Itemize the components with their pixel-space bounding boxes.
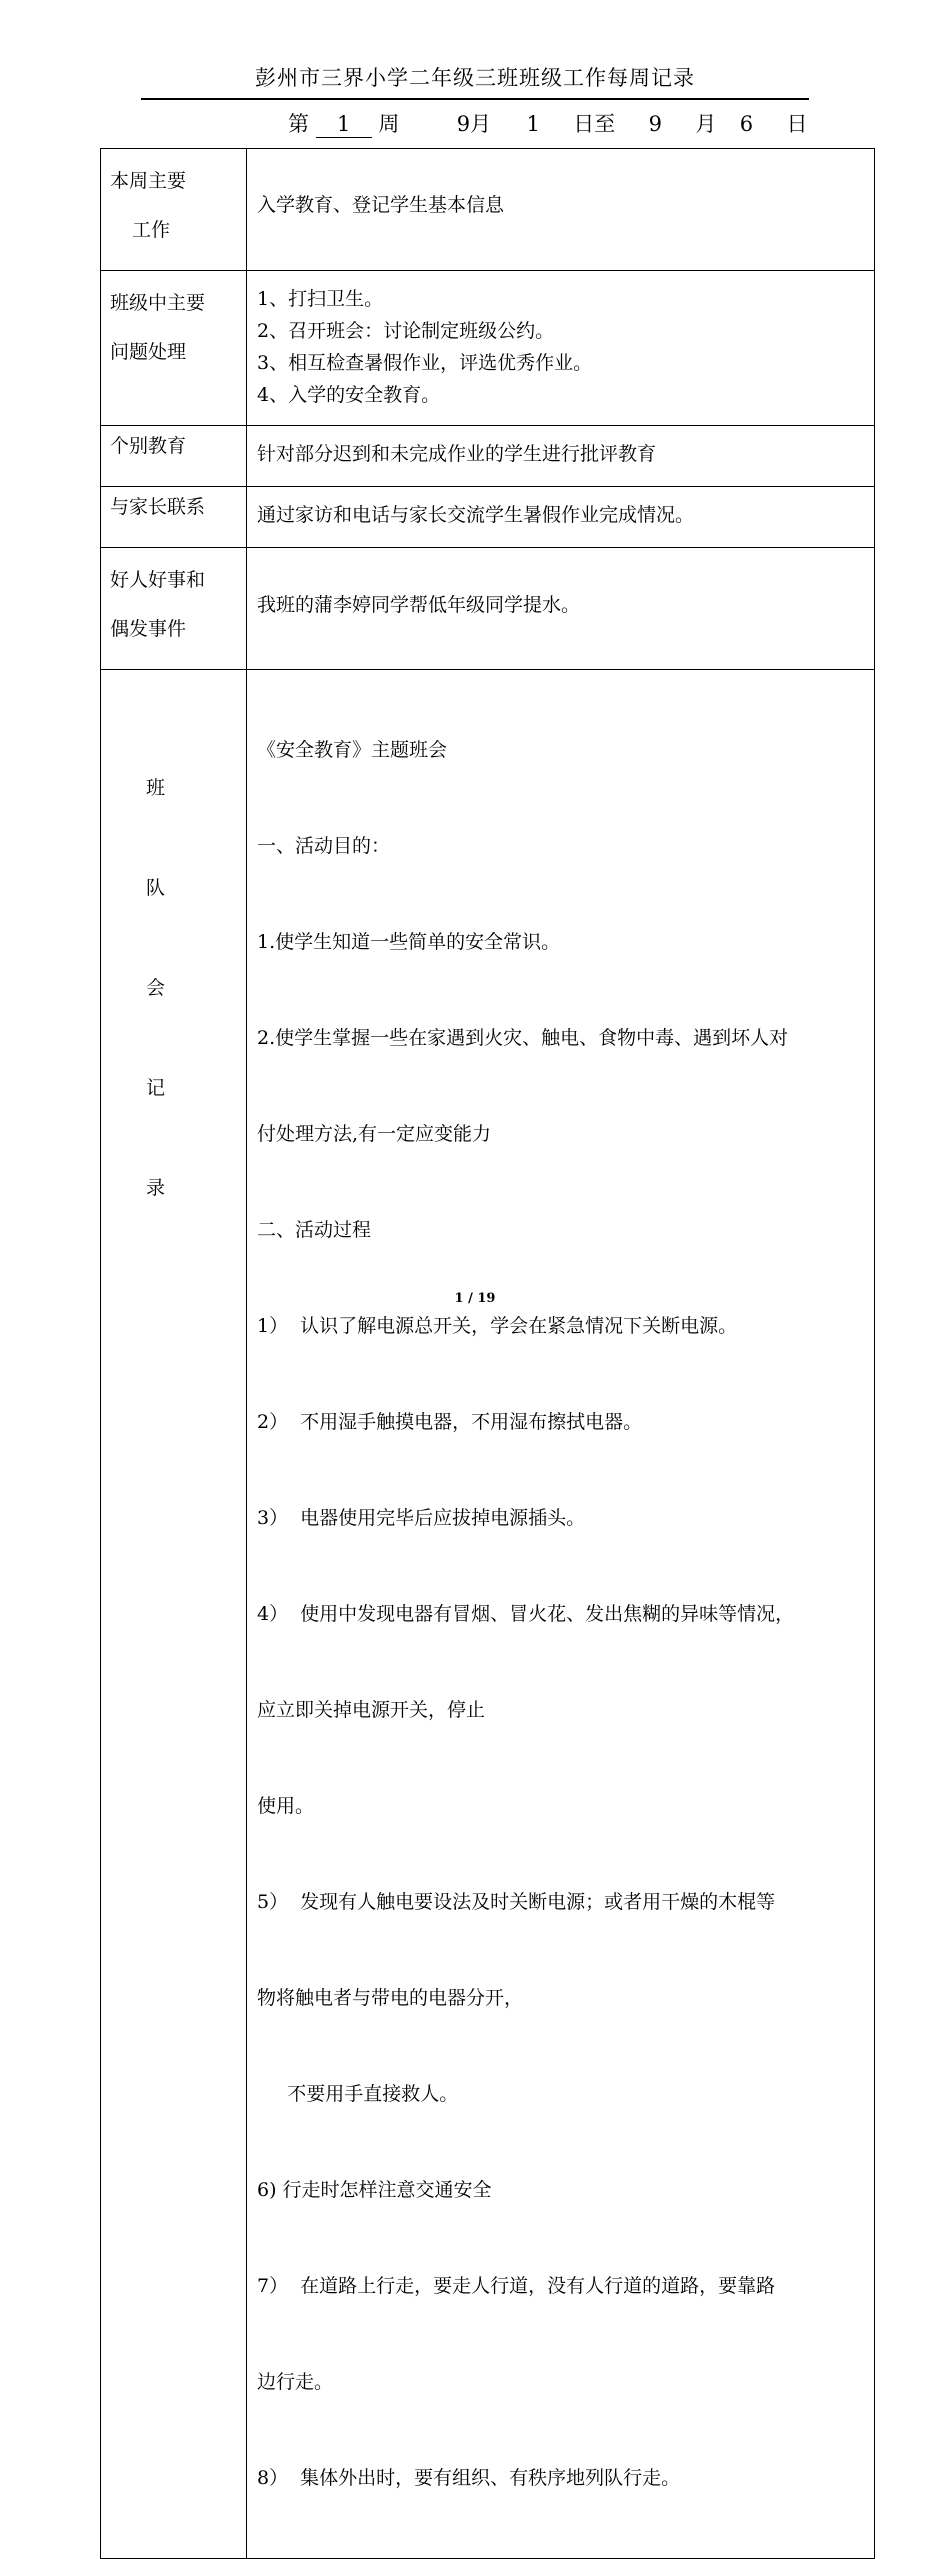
row-content-line: 4、入学的安全教育。	[257, 384, 441, 406]
meeting-line: 物将触电者与带电的电器分开，	[257, 1987, 524, 2009]
row-content-line: 入学教育、登记学生基本信息	[257, 194, 505, 216]
row-label: 好人好事和	[110, 569, 206, 591]
title-underline	[141, 98, 809, 100]
meeting-line: 一、活动目的：	[257, 835, 391, 857]
table-row	[101, 670, 875, 2559]
row-content-cell	[247, 548, 875, 670]
row-content-line: 3、相互检查暑假作业，评选优秀作业。	[257, 352, 593, 374]
row-content-cell	[247, 487, 875, 548]
row-label: 与家长联系	[110, 496, 206, 518]
row-label: 个别教育	[110, 435, 187, 457]
row-label-cell	[101, 271, 247, 426]
meeting-line: 2） 不用湿手触摸电器，不用湿布擦拭电器。	[257, 1411, 643, 1433]
week-range	[288, 108, 808, 138]
table-row	[101, 426, 875, 487]
end-day: 6	[739, 112, 754, 136]
meeting-content-cell	[247, 670, 875, 2559]
meeting-line: 1.使学生知道一些简单的安全常识。	[257, 931, 561, 953]
meeting-line: 边行走。	[257, 2371, 334, 2393]
meeting-line: 付处理方法,有一定应变能力	[257, 1123, 492, 1145]
table-row	[101, 487, 875, 548]
row-label: 问题处理	[110, 341, 187, 363]
meeting-label-char: 班	[145, 777, 165, 799]
page-title: 彭州市三界小学二年级三班班级工作每周记录	[255, 66, 695, 90]
meeting-line: 3） 电器使用完毕后应拔掉电源插头。	[257, 1507, 586, 1529]
row-content-line: 我班的蒲李婷同学帮低年级同学提水。	[257, 594, 581, 616]
meeting-line: 1） 认识了解电源总开关，学会在紧急情况下关断电源。	[257, 1315, 738, 1337]
row-label-cell	[101, 149, 247, 271]
end-month: 9	[648, 112, 662, 136]
day-char: 日	[786, 112, 808, 136]
date-to: 日至	[573, 112, 616, 136]
meeting-line: 应立即关掉电源开关，停止	[257, 1699, 486, 1721]
meeting-line: 使用。	[257, 1795, 315, 1817]
meeting-line: 2.使学生掌握一些在家遇到火灾、触电、食物中毒、遇到坏人对	[257, 1027, 789, 1049]
table-row	[101, 149, 875, 271]
row-label: 工作	[132, 219, 171, 241]
row-content-line: 针对部分迟到和未完成作业的学生进行批评教育	[257, 443, 657, 465]
week-number: 1	[316, 111, 372, 138]
weekly-record-table	[100, 148, 875, 2559]
row-label: 班级中主要	[110, 292, 206, 314]
meeting-label-char: 会	[145, 977, 165, 999]
table-row	[101, 271, 875, 426]
week-prefix: 第	[288, 112, 309, 136]
row-label-cell	[101, 487, 247, 548]
table-row	[101, 548, 875, 670]
start-month: 9月	[456, 112, 492, 136]
row-content-cell	[247, 426, 875, 487]
row-content-cell	[247, 271, 875, 426]
meeting-label-cell	[101, 670, 247, 2559]
meeting-line: 7） 在道路上行走，要走人行道，没有人行道的道路，要靠路	[257, 2275, 776, 2297]
meeting-label-char: 队	[145, 877, 165, 899]
week-suffix: 周	[378, 112, 400, 136]
meeting-line: 二、活动过程	[257, 1219, 372, 1241]
meeting-line: 6) 行走时怎样注意交通安全	[257, 2179, 492, 2201]
row-content-line: 1、打扫卫生。	[257, 288, 384, 310]
meeting-line: 5） 发现有人触电要设法及时关断电源；或者用干燥的木棍等	[257, 1891, 776, 1913]
start-day: 1	[526, 112, 540, 136]
meeting-line: 不要用手直接救人。	[257, 2083, 459, 2105]
meeting-line: 4） 使用中发现电器有冒烟、冒火花、发出焦糊的异味等情况，	[257, 1603, 795, 1625]
row-label-cell	[101, 548, 247, 670]
month-char: 月	[695, 112, 717, 136]
row-content-cell	[247, 149, 875, 271]
row-content-line: 通过家访和电话与家长交流学生暑假作业完成情况。	[257, 504, 695, 526]
row-label: 偶发事件	[110, 618, 187, 640]
meeting-label-char: 录	[145, 1177, 165, 1199]
meeting-line: 《安全教育》主题班会	[257, 739, 448, 761]
row-label-cell	[101, 426, 247, 487]
row-label: 本周主要	[110, 170, 187, 192]
row-content-line: 2、召开班会：讨论制定班级公约。	[257, 320, 555, 342]
page-number: 1 / 19	[454, 1291, 496, 1306]
meeting-line: 8） 集体外出时，要有组织、有秩序地列队行走。	[257, 2467, 681, 2489]
meeting-label-char: 记	[145, 1077, 165, 1099]
